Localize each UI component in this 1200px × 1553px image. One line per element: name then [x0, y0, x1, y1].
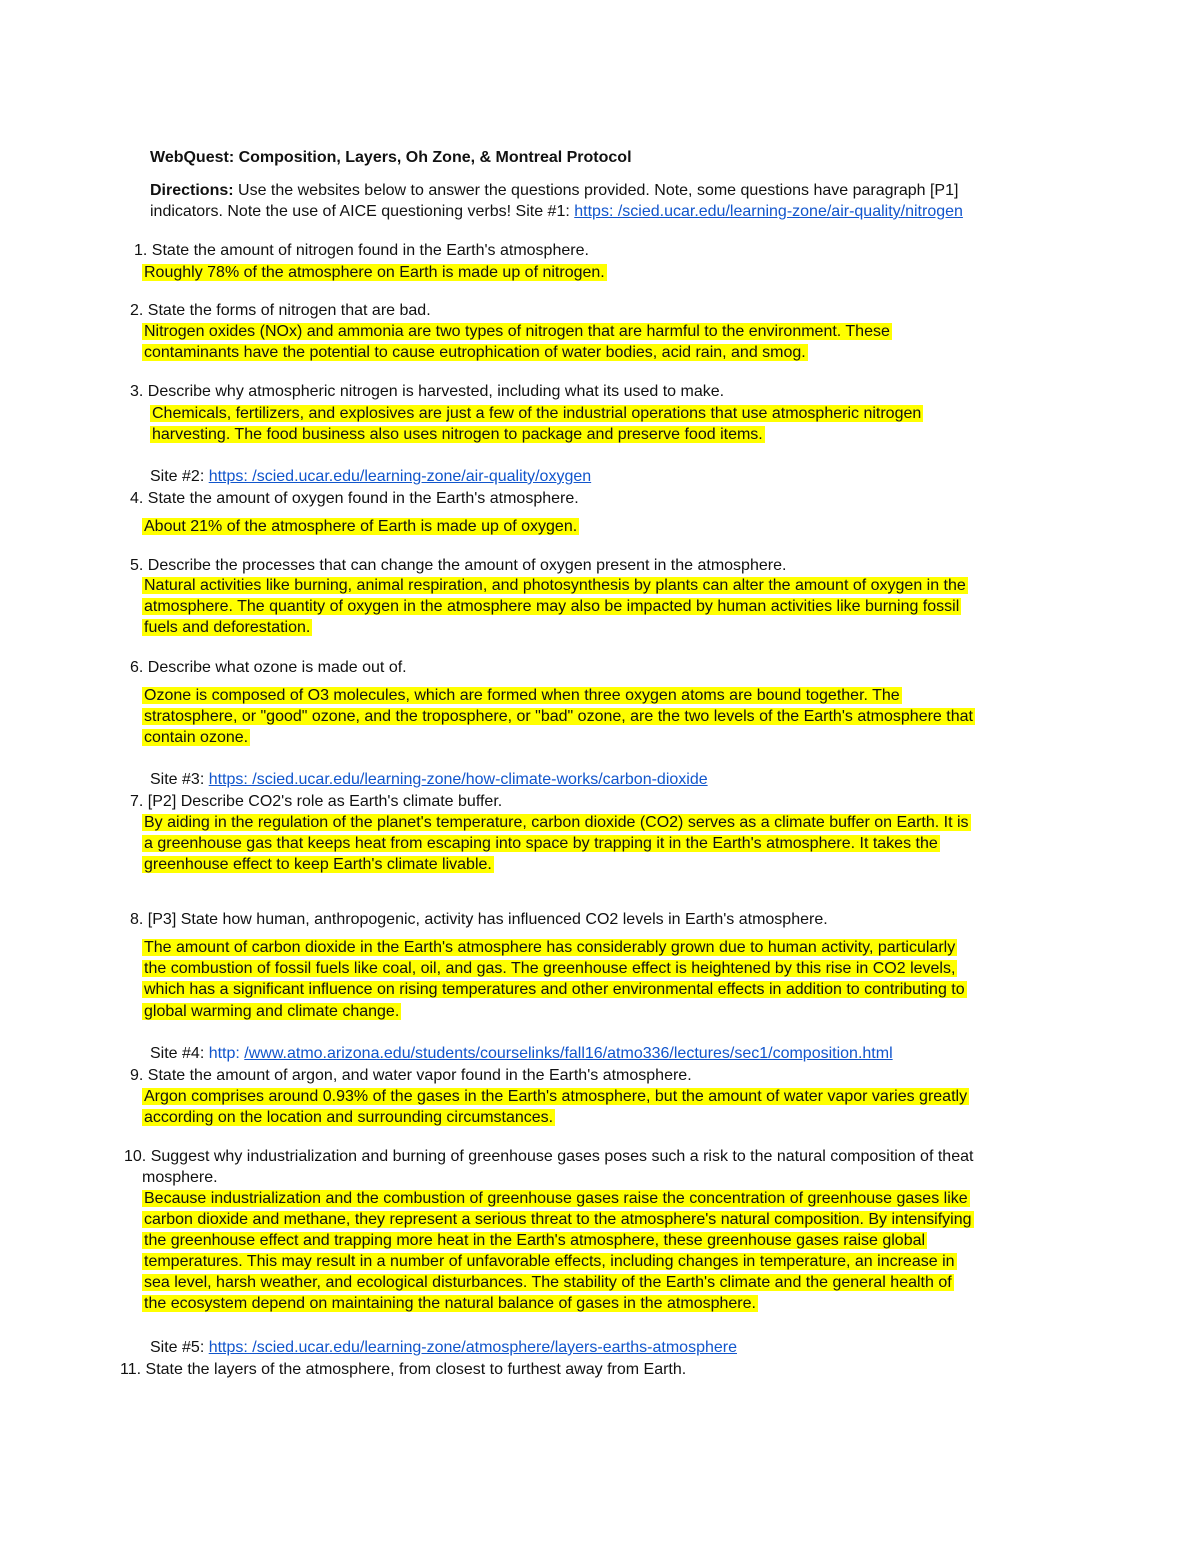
question-number: 8.: [130, 911, 144, 928]
answer-2-line-1: Nitrogen oxides (NOx) and ammonia are two types of nitrogen that are harmful to the environment. These: [144, 323, 890, 340]
directions-line-1: [150, 180, 958, 201]
question-8: [130, 909, 828, 930]
site2-label: Site #2:: [150, 468, 209, 485]
question-number: 9.: [130, 1067, 144, 1084]
question-text: State the amount of nitrogen found in the Earth's atmosphere.: [151, 242, 589, 259]
directions-label: Directions:: [150, 182, 234, 199]
site2-link[interactable]: https: /scied.ucar.edu/learning-zone/air-quality/oxygen: [208, 468, 592, 485]
answer-5-line-3: fuels and deforestation.: [144, 619, 311, 636]
question-number: 6.: [130, 659, 144, 676]
question-number: 10.: [124, 1148, 147, 1165]
answer-1-line-1: Roughly 78% of the atmosphere on Earth is made up of nitrogen.: [144, 264, 605, 281]
site3-label: Site #3:: [150, 771, 209, 788]
answer-2-line-2: contaminants have the potential to cause eutrophication of water bodies, acid rain, and smog.: [144, 344, 806, 361]
answer-8-line-1: The amount of carbon dioxide in the Earth's atmosphere has considerably grown due to human activity, particularly: [144, 939, 956, 956]
question-text: Describe the processes that can change the amount of oxygen present in the atmosphere.: [147, 557, 787, 574]
question-text: [P2] Describe CO2's role as Earth's climate buffer.: [147, 793, 503, 810]
question-number: 5.: [130, 557, 144, 574]
question-10: [124, 1146, 973, 1167]
answer-4-line-1: About 21% of the atmosphere of Earth is made up of oxygen.: [144, 518, 578, 535]
answer-8-line-3: which has a significant influence on rising temperatures and other environmental effects in addition to contributing to: [144, 981, 965, 998]
question-text: Describe why atmospheric nitrogen is harvested, including what its used to make.: [147, 383, 725, 400]
question-number: 1.: [134, 242, 148, 259]
question-2: [130, 300, 431, 321]
answer-10-line-1: Because industrialization and the combustion of greenhouse gases raise the concentration of greenhouse gases like: [144, 1190, 968, 1207]
answer-9-line-2: according on the location and surrounding circumstances.: [144, 1109, 554, 1126]
site5-label: Site #5:: [150, 1339, 209, 1356]
answer-9-line-1: Argon comprises around 0.93% of the gases in the Earth's atmosphere, but the amount of water vapor varies greatly: [144, 1088, 968, 1105]
answer-10-line-2: carbon dioxide and methane, they represent a serious threat to the atmosphere's natural composition. By intensifying: [144, 1211, 972, 1228]
question-number: 7.: [130, 793, 144, 810]
answer-6-line-2: stratosphere, or "good" ozone, and the troposphere, or "bad" ozone, are the two levels of the Earth's atmosphere that: [144, 708, 973, 725]
site4-label: Site #4:: [150, 1045, 209, 1062]
question-number: 2.: [130, 302, 144, 319]
question-text: State the layers of the atmosphere, from closest to furthest away from Earth.: [145, 1361, 687, 1378]
directions-text-2: indicators. Note the use of AICE questioning verbs! Site #1:: [150, 203, 575, 220]
answer-6-line-3: contain ozone.: [144, 729, 249, 746]
question-7: [130, 791, 502, 812]
directions-text-1: Use the websites below to answer the questions provided. Note, some questions have paragraph [P1]: [233, 182, 959, 199]
question-text: State the amount of oxygen found in the Earth's atmosphere.: [147, 490, 579, 507]
site5-link[interactable]: https: /scied.ucar.edu/learning-zone/atmosphere/layers-earths-atmosphere: [208, 1339, 737, 1356]
site4-line: [150, 1043, 893, 1064]
site3-link[interactable]: https: /scied.ucar.edu/learning-zone/how-climate-works/carbon-dioxide: [208, 771, 708, 788]
site2-line: [150, 466, 591, 487]
directions-line-2: [150, 201, 963, 222]
answer-8-line-2: the combustion of fossil fuels like coal, oil, and gas. The greenhouse effect is heightened by this rise in CO2 levels,: [144, 960, 956, 977]
site5-line: [150, 1337, 737, 1358]
question-4: [130, 488, 579, 509]
site4-prefix: http:: [208, 1045, 240, 1062]
question-9: [130, 1065, 692, 1086]
answer-5-line-1: Natural activities like burning, animal respiration, and photosynthesis by plants can alter the amount of oxygen in the: [144, 577, 966, 594]
question-text: State the forms of nitrogen that are bad.: [147, 302, 431, 319]
answer-7-line-1: By aiding in the regulation of the planet's temperature, carbon dioxide (CO2) serves as a climate buffer on Earth. It is: [144, 814, 969, 831]
answer-3-line-1: Chemicals, fertilizers, and explosives are just a few of the industrial operations that use atmospheric nitrogen: [152, 405, 922, 422]
answer-10-line-5: sea level, harsh weather, and ecological disturbances. The stability of the Earth's climate and the general health of: [144, 1274, 952, 1291]
answer-10-line-6: the ecosystem depend on maintaining the natural balance of gases in the atmosphere.: [144, 1295, 756, 1312]
answer-7-line-2: a greenhouse gas that keeps heat from escaping into space by trapping it in the Earth's atmosphere. It takes the: [144, 835, 938, 852]
question-3: [130, 381, 724, 402]
question-6: [130, 657, 407, 678]
document-title: WebQuest: Composition, Layers, Oh Zone, & Montreal Protocol: [150, 149, 632, 166]
question-number: 11.: [120, 1361, 142, 1378]
question-text: Suggest why industrialization and burning of greenhouse gases poses such a risk to the natural composition of theat: [150, 1148, 974, 1165]
answer-3-line-2: harvesting. The food business also uses nitrogen to package and preserve food items.: [152, 426, 763, 443]
site4-link[interactable]: /www.atmo.arizona.edu/students/courselinks/fall16/atmo336/lectures/sec1/composition.html: [244, 1045, 893, 1062]
answer-10-line-4: temperatures. This may result in a number of unfavorable effects, including changes in temperature, an increase in: [144, 1253, 955, 1270]
question-1: [134, 240, 589, 261]
site1-link[interactable]: https: /scied.ucar.edu/learning-zone/air-quality/nitrogen: [574, 203, 963, 220]
answer-6-line-1: Ozone is composed of O3 molecules, which are formed when three oxygen atoms are bound together. The: [144, 687, 900, 704]
answer-8-line-4: global warming and climate change.: [144, 1003, 400, 1020]
answer-5-line-2: atmosphere. The quantity of oxygen in the atmosphere may also be impacted by human activities like burning fossil: [144, 598, 960, 615]
question-text: Describe what ozone is made out of.: [147, 659, 407, 676]
answer-10-line-3: the greenhouse effect and trapping more heat in the Earth's atmosphere, these greenhouse gases raise global: [144, 1232, 926, 1249]
answer-7-line-3: greenhouse effect to keep Earth's climate livable.: [144, 856, 492, 873]
site3-line: [150, 769, 708, 790]
question-11: [120, 1359, 686, 1380]
question-text: [P3] State how human, anthropogenic, activity has influenced CO2 levels in Earth's atmosphere.: [147, 911, 828, 928]
question-number: 4.: [130, 490, 144, 507]
question-text: State the amount of argon, and water vapor found in the Earth's atmosphere.: [147, 1067, 692, 1084]
question-5: [130, 555, 786, 576]
question-10-line-2: mosphere.: [142, 1169, 218, 1186]
question-number: 3.: [130, 383, 144, 400]
